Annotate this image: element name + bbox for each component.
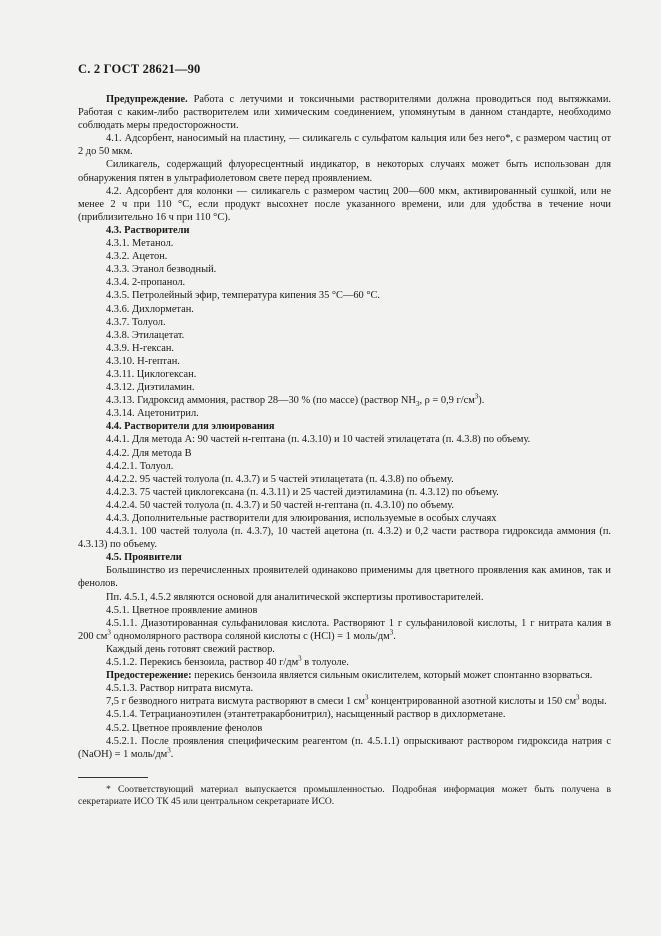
footnote: * Соответствующий материал выпускается промышленностью. Подробная информация может быть получена в секретариате ИСО ТК 45 или центральном секретариате ИСО. <box>78 783 611 808</box>
clause-4-5-1-2: 4.5.1.2. Перекись бензоила, раствор 40 $г/дм^3$ в толуоле. <box>106 654 349 669</box>
solvent-item: 4.3.8. Этилацетат. <box>106 329 185 341</box>
solvent-item: 4.3.10. Н-гептан. <box>106 355 180 367</box>
solvent-item: 4.3.3. Этанол безводный. <box>106 264 217 276</box>
silica-paragraph: Силикагель, содержащий флуоресцентный индикатор, в некоторых случаях может быть использован для обнаружения пятен в ультрафиолетовом свете перед проявлением. <box>78 159 611 184</box>
clause-4-5-1-3: 4.5.1.3. Раствор нитрата висмута. <box>106 683 254 695</box>
caution-label: Предостережение: <box>106 670 192 682</box>
solvent-item: 4.3.7. Толуол. <box>106 316 166 328</box>
solvent-item: 4.3.12. Диэтиламин. <box>106 382 195 394</box>
clause-4-5-1: 4.5.1. Цветное проявление аминов <box>106 604 258 616</box>
elution-item: 4.4.2.1. Толуол. <box>106 460 174 472</box>
clause-4-5-2: 4.5.2. Цветное проявление фенолов <box>106 722 263 734</box>
clauses-note: Пп. 4.5.1, 4.5.2 являются основой для аналитической экспертизы противостарителей. <box>106 591 484 603</box>
clause-4-2: 4.2. Адсорбент для колонки — силикагель с размером частиц 200—600 мкм, активированный сушкой, или не менее 2 ч при 110 °С, если продукт высохнет после указанного времени, или для удобства в течение ночи (приблизительно 16 ч при 110 °С). <box>78 185 611 223</box>
elution-item: 4.4.3. Дополнительные растворители для элюирования, используемые в особых случаях <box>106 513 497 524</box>
solvent-item: 4.3.5. Петролейный эфир, температура кипения 35 °С—60 °С. <box>106 290 381 302</box>
elution-item: 4.4.2.4. 50 частей толуола (п. 4.3.7) и 50 частей н-гептана (п. 4.3.10) по объему. <box>106 499 455 511</box>
section-heading-4-5: 4.5. Проявители <box>106 552 182 564</box>
elution-item: 4.4.2.3. 75 частей циклогексана (п. 4.3.11) и 25 частей диэтиламина (п. 4.3.12) по объему. <box>106 486 499 498</box>
elution-item: 4.4.2.2. 95 частей толуола (п. 4.3.7) и 5 частей этилацетата (п. 4.3.8) по объему. <box>106 473 454 485</box>
section-heading-4-4: 4.4. Растворители для элюирования <box>106 421 275 433</box>
solvent-item: 4.3.9. Н-гексан. <box>106 342 174 354</box>
warning-label: Предупреждение. <box>106 94 188 105</box>
elution-item: 4.4.2. Для метода В <box>106 447 192 459</box>
solvent-item: 4.3.4. 2-пропанол. <box>106 277 186 289</box>
clause-4-1: 4.1. Адсорбент, наносимый на пластину, — силикагель с сульфатом кальция или без него*, с размером частиц от 2 до 50 мкм. <box>78 133 611 158</box>
bismuth-paragraph: 7,5 г безводного нитрата висмута растворяют в смеси 1 $см^3$ концентрированной азотной кислоты и 150 $см^3$ воды. <box>106 693 607 708</box>
document-body <box>78 93 611 761</box>
solvent-item: 4.3.2. Ацетон. <box>106 251 168 263</box>
clause-4-5-1-1: 4.5.1.1. Диазотированная сульфаниловая кислота. Растворяют 1 г сульфаниловой кислоты, 1 г нитрата калия в 200 $см^3$ одномолярного раствора соляной кислоты c (HCl) = 1 моль/$дм^3$. <box>78 617 611 642</box>
solvent-item: 4.3.1. Метанол. <box>106 238 174 250</box>
clause-4-5-2-1: 4.5.2.1. После проявления специфическим реагентом (п. 4.5.1.1) опрыскивают раствором гидроксида натрия c (NaOH) = 1 моль/$дм^3$. <box>78 735 611 760</box>
warning-paragraph <box>78 93 611 132</box>
daily-note: Каждый день готовят свежий раствор. <box>106 643 275 655</box>
elution-item: 4.4.1. Для метода А: 90 частей н-гептана (п. 4.3.10) и 10 частей этилацетата (п. 4.3.8) по объему. <box>106 434 531 446</box>
section-heading-4-3: 4.3. Растворители <box>106 224 190 236</box>
solvent-item-4-3-13: 4.3.13. Гидроксид аммония, раствор 28—30 % (по массе) (раствор $NH_3$, ρ = 0,9 $г/см^3$). <box>106 392 485 409</box>
solvent-item: 4.3.6. Дихлорметан. <box>106 303 194 315</box>
developers-paragraph: Большинство из перечисленных проявителей одинаково применимы для цветного проявления как аминов, так и фенолов. <box>78 565 611 590</box>
footnote-divider <box>78 777 148 778</box>
page-header: С. 2 ГОСТ 28621—90 <box>78 62 201 76</box>
caution-paragraph: Предостережение: перекись бензоила является сильным окислителем, который может спонтанно взорваться. <box>106 670 593 682</box>
warning-text: Работа с летучими и токсичными растворителями должна проводиться под вытяжками. Работая с каким-либо растворителем или химическим соединением, упомянутым в данном стандарте, необходимо соблюдать меры предосторожности. <box>78 94 611 132</box>
clause-4-4-3-1: 4.4.3.1. 100 частей толуола (п. 4.3.7), 10 частей ацетона (п. 4.3.2) и 0,2 части раствора гидроксида аммония (п. 4.3.13) по объему. <box>78 526 611 551</box>
solvent-item: 4.3.14. Ацетонитрил. <box>106 408 199 420</box>
solvent-item: 4.3.11. Циклогексан. <box>106 368 197 380</box>
clause-4-5-1-4: 4.5.1.4. Тетрацианоэтилен (этантетракарбонитрил), насыщенный раствор в дихлорметане. <box>106 709 506 721</box>
